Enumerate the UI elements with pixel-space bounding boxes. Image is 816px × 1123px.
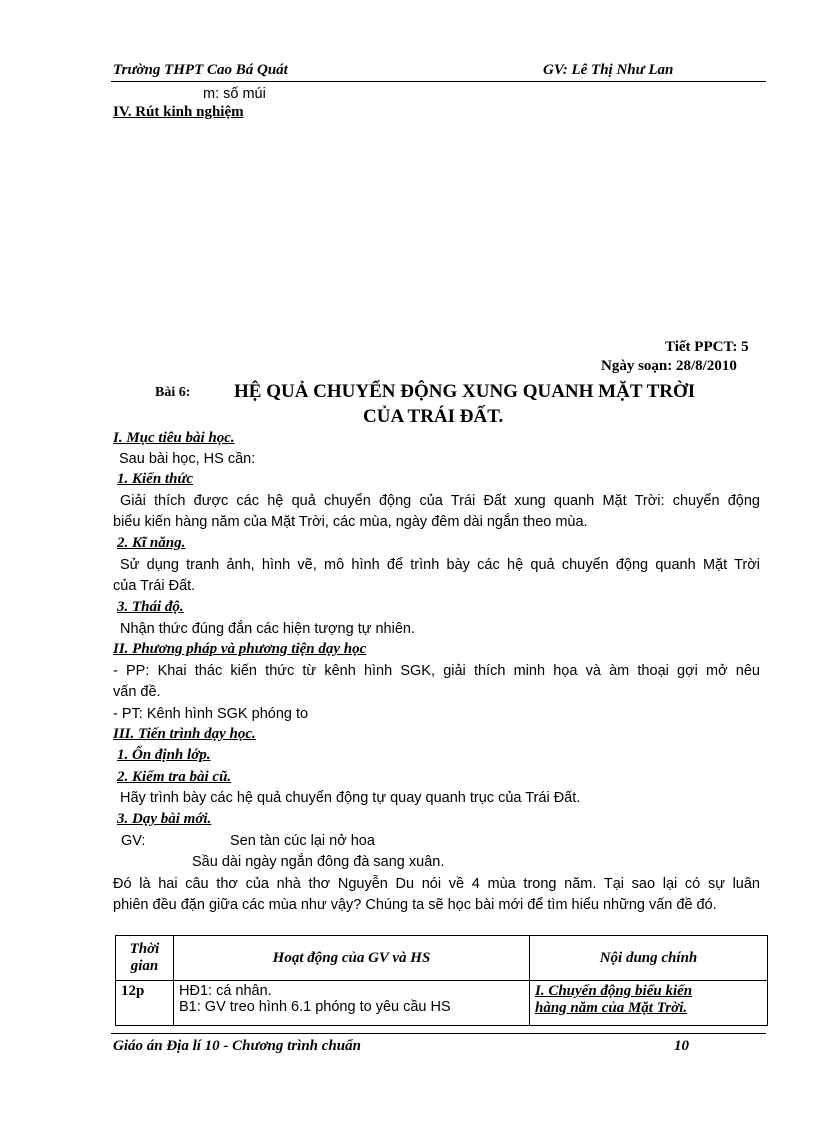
section-4-heading: IV. Rút kinh nghiệm — [113, 104, 244, 120]
tools-line: - PT: Kênh hình SGK phóng to — [113, 706, 309, 722]
knowledge-line2: biểu kiến hàng năm của Mặt Trời, các mùa, ngày đêm dài ngắn theo mùa. — [113, 514, 588, 530]
header-activities: Hoạt động của GV và HS — [174, 936, 530, 981]
section-2-heading: II. Phương pháp và phương tiện dạy học — [113, 641, 367, 657]
footer-title: Giáo án Địa lí 10 - Chương trình chuẩn — [113, 1038, 361, 1054]
header-content: Nội dung chính — [530, 936, 768, 981]
section-3-heading: III. Tiến trình dạy học. — [113, 726, 256, 742]
intro-para-line1: Đó là hai câu thơ của nhà thơ Nguyễn Du nói về 4 mùa trong năm. Tại sao lại có sự luân — [113, 876, 760, 892]
row-content: I. Chuyển động biểu kiến hàng năm của Mặt Trời. — [530, 981, 768, 1026]
new-lesson-heading: 3. Dạy bài mới. — [117, 811, 212, 827]
prev-note: m: số múi — [203, 86, 266, 102]
row-activities: HĐ1: cá nhân. B1: GV treo hình 6.1 phóng to yêu cầu HS — [174, 981, 530, 1026]
header-teacher: GV: Lê Thị Như Lan — [543, 62, 674, 78]
section-1-intro: Sau bài học, HS cần: — [119, 451, 256, 467]
attitude-line: Nhận thức đúng đắn các hiện tượng tự nhiên. — [120, 621, 415, 637]
skills-line1: Sử dụng tranh ảnh, hình vẽ, mô hình để trình bày các hệ quả chuyển động quanh Mặt Trời — [120, 557, 760, 573]
row-time: 12p — [116, 981, 174, 1026]
lesson-label: Bài 6: — [155, 385, 191, 400]
header-school: Trường THPT Cao Bá Quát — [113, 62, 288, 78]
lesson-title-line2: CỦA TRÁI ĐẤT. — [363, 406, 504, 427]
method-line2: vấn đề. — [113, 684, 161, 700]
poem-line1: Sen tàn cúc lại nở hoa — [230, 833, 375, 849]
table-header-row — [116, 936, 768, 981]
skills-heading: 2. Kĩ năng. — [117, 535, 186, 551]
table-row — [116, 981, 768, 1026]
period-number: Tiết PPCT: 5 — [665, 339, 749, 355]
attitude-heading: 3. Thái độ. — [117, 599, 184, 615]
intro-para-line2: phiên đều đặn giữa các mùa như vậy? Chúng ta sẽ học bài mới để tìm hiểu những vấn đề đó. — [113, 897, 717, 913]
old-lesson-check-heading: 2. Kiểm tra bài cũ. — [117, 769, 232, 785]
gv-label: GV: — [121, 833, 146, 849]
footer-rule — [111, 1033, 766, 1034]
knowledge-line1: Giải thích được các hệ quả chuyển động của Trái Đất xung quanh Mặt Trời: chuyển động — [120, 493, 760, 509]
poem-line2: Sầu dài ngày ngắn đông đà sang xuân. — [192, 854, 445, 870]
header-time: Thời gian — [116, 936, 174, 981]
knowledge-heading: 1. Kiến thức — [117, 471, 194, 487]
check-question: Hãy trình bày các hệ quả chuyển động tự quay quanh trục của Trái Đất. — [120, 790, 581, 806]
prepared-date: Ngày soạn: 28/8/2010 — [601, 358, 737, 374]
skills-line2: của Trái Đất. — [113, 578, 196, 594]
class-stabilize-heading: 1. Ổn định lớp. — [117, 747, 211, 763]
page-number: 10 — [674, 1038, 689, 1054]
header-rule — [111, 81, 766, 82]
method-line1: - PP: Khai thác kiến thức từ kênh hình SGK, giải thích minh họa và àm thoại gợi mở nêu — [113, 663, 760, 679]
section-1-heading: I. Mục tiêu bài học. — [113, 430, 235, 446]
lesson-plan-table — [115, 935, 768, 1026]
lesson-title-line1: HỆ QUẢ CHUYỂN ĐỘNG XUNG QUANH MẶT TRỜI — [234, 381, 696, 402]
